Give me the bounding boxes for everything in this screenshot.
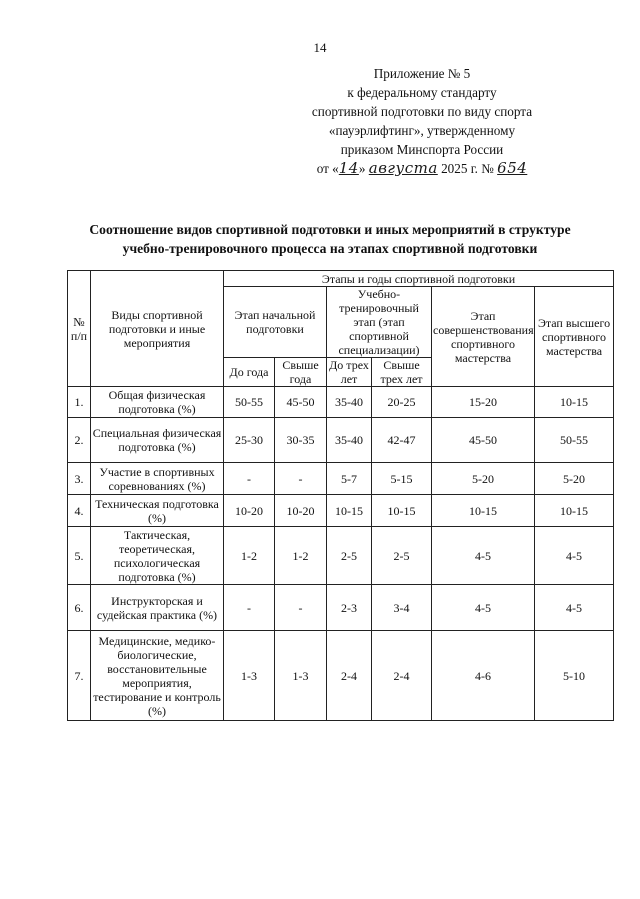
date-prefix: от « [316,161,339,176]
row-value: 3-4 [372,585,432,631]
row-value: 10-15 [432,495,535,527]
row-activity: Общая физическая подготовка (%) [91,387,224,418]
table-row [68,495,614,527]
row-value: 1-3 [275,631,327,721]
row-num: 6. [68,585,91,631]
header-improvement-stage: Этап совершенствования спортивного мастерства [432,287,535,387]
page-number: 14 [313,40,327,55]
row-activity: Инструкторская и судейская практика (%) [91,585,224,631]
appendix-line-3: спортивной подготовки по виду спорта [311,104,533,119]
row-value: 42-47 [372,418,432,463]
date-day-handwritten: 14 [338,159,359,177]
row-value: 5-10 [535,631,614,721]
row-value: 45-50 [275,387,327,418]
row-value: 15-20 [432,387,535,418]
row-value: 10-15 [535,495,614,527]
row-value: 25-30 [224,418,275,463]
appendix-line-5: приказом Минспорта России [340,142,504,157]
row-value: 1-3 [224,631,275,721]
row-num: 7. [68,631,91,721]
appendix-date-line [257,159,587,178]
row-value: 45-50 [432,418,535,463]
table-row [68,527,614,585]
training-ratio-table [67,270,614,721]
appendix-line-2: к федеральному стандарту [347,85,497,100]
order-number-handwritten: 654 [497,159,528,177]
row-value: 2-5 [327,527,372,585]
header-initial-stage: Этап начальной подготовки [224,287,327,358]
row-value: 1-2 [224,527,275,585]
row-value: 2-4 [372,631,432,721]
date-mid: » [358,161,369,176]
row-num: 3. [68,463,91,495]
table-row [68,387,614,418]
row-value: 4-5 [432,527,535,585]
header-training-stage: Учебно-тренировочный этап (этап спортивной специализации) [327,287,432,358]
header-stages: Этапы и годы спортивной подготовки [224,271,614,287]
row-value: - [224,585,275,631]
row-activity: Специальная физическая подготовка (%) [91,418,224,463]
header-activity-type: Виды спортивной подготовки и иные мероприятия [91,271,224,387]
row-value: 30-35 [275,418,327,463]
row-value: 10-15 [372,495,432,527]
row-activity: Техническая подготовка (%) [91,495,224,527]
title-line-1: Соотношение видов спортивной подготовки и иных мероприятий в структуре [89,222,571,237]
row-num: 4. [68,495,91,527]
header-training-over-3: Свыше трех лет [372,358,432,387]
row-num: 2. [68,418,91,463]
header-num: № п/п [68,271,91,387]
row-value: 50-55 [224,387,275,418]
row-value: 5-20 [535,463,614,495]
table-row [68,418,614,463]
row-value: - [275,585,327,631]
table-row [68,463,614,495]
table-row [68,631,614,721]
row-value: 2-4 [327,631,372,721]
appendix-block [257,64,587,178]
date-year: 2025 г. № [437,161,498,176]
date-month-handwritten: августа [368,159,438,177]
header-initial-over-year: Свыше года [275,358,327,387]
row-value: - [224,463,275,495]
row-value: 4-6 [432,631,535,721]
row-value: - [275,463,327,495]
row-value: 10-20 [224,495,275,527]
document-title [40,220,620,258]
row-activity: Тактическая, теоретическая, психологическая подготовка (%) [91,527,224,585]
row-value: 5-7 [327,463,372,495]
row-value: 35-40 [327,387,372,418]
appendix-line-4: «пауэрлифтинг», утвержденному [328,123,516,138]
row-value: 4-5 [535,527,614,585]
row-activity: Участие в спортивных соревнованиях (%) [91,463,224,495]
row-value: 1-2 [275,527,327,585]
row-num: 5. [68,527,91,585]
row-value: 10-15 [535,387,614,418]
row-value: 4-5 [535,585,614,631]
row-value: 2-3 [327,585,372,631]
row-value: 20-25 [372,387,432,418]
row-value: 2-5 [372,527,432,585]
row-activity: Медицинские, медико-биологические, восстановительные мероприятия, тестирование и контроль (%) [91,631,224,721]
row-num: 1. [68,387,91,418]
row-value: 35-40 [327,418,372,463]
row-value: 10-15 [327,495,372,527]
row-value: 4-5 [432,585,535,631]
header-highest-stage: Этап высшего спортивного мастерства [535,287,614,387]
row-value: 5-15 [372,463,432,495]
header-training-up-to-3: До трех лет [327,358,372,387]
row-value: 10-20 [275,495,327,527]
table-row [68,585,614,631]
row-value: 5-20 [432,463,535,495]
header-initial-up-to-year: До года [224,358,275,387]
appendix-line-1: Приложение № 5 [373,66,471,81]
title-line-2: учебно-тренировочного процесса на этапах спортивной подготовки [122,241,538,256]
row-value: 50-55 [535,418,614,463]
